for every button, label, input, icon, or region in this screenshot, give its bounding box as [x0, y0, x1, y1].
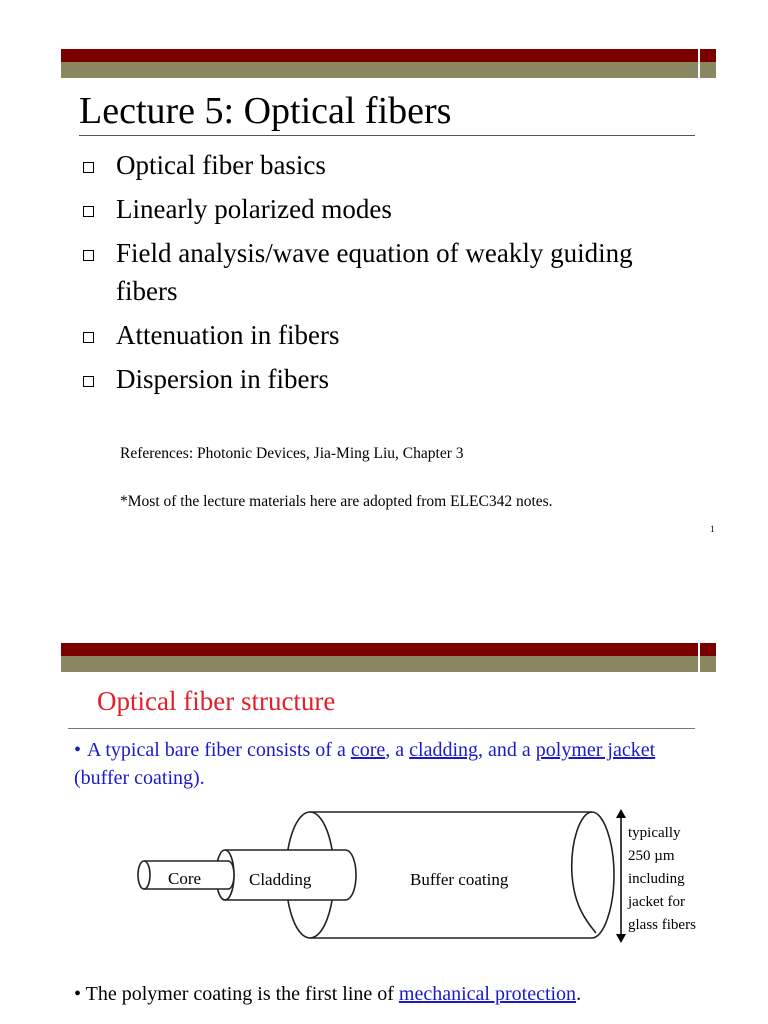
dimension-arrow-icon	[614, 808, 628, 944]
core-link[interactable]: core	[350, 739, 386, 761]
mechanical-protection-link[interactable]: mechanical protection	[398, 983, 577, 1005]
core-end	[138, 861, 150, 889]
square-bullet-icon	[83, 376, 94, 387]
list-item: Optical fiber basics	[78, 146, 638, 184]
cladding-link[interactable]: cladding	[409, 739, 479, 761]
square-bullet-icon	[83, 332, 94, 343]
bullet-list	[78, 146, 638, 404]
fiber-description: • A typical bare fiber consists of a core, a cladding, and a polymer jacket (buffer coating).	[74, 739, 656, 789]
diameter-note: typically 250 µm including jacket for glass fibers	[628, 825, 696, 933]
square-bullet-icon	[83, 162, 94, 173]
cladding-label: Cladding	[249, 870, 312, 889]
list-item: Dispersion in fibers	[78, 360, 638, 398]
section-title: Optical fiber structure	[97, 686, 336, 716]
header-bar	[61, 49, 716, 78]
buffer-coating-label: Buffer coating	[410, 870, 509, 889]
core-label: Core	[168, 869, 202, 888]
section-divider	[68, 728, 695, 729]
references-text: References: Photonic Devices, Jia-Ming Liu, Chapter 3	[120, 445, 464, 462]
polymer-jacket-link[interactable]: polymer jacket	[535, 739, 656, 761]
adoption-note: *Most of the lecture materials here are adopted from ELEC342 notes.	[120, 493, 553, 510]
page-number: 1	[710, 524, 715, 534]
list-item: Field analysis/wave equation of weakly guiding fibers	[78, 234, 638, 310]
square-bullet-icon	[83, 206, 94, 217]
fiber-structure-diagram	[120, 805, 640, 945]
square-bullet-icon	[83, 250, 94, 261]
header-bar	[61, 643, 716, 672]
coating-description: • The polymer coating is the first line of mechanical protection.	[74, 983, 582, 1005]
page-title: Lecture 5: Optical fibers	[79, 90, 452, 132]
title-divider	[79, 135, 695, 136]
list-item: Attenuation in fibers	[78, 316, 638, 354]
list-item: Linearly polarized modes	[78, 190, 638, 228]
